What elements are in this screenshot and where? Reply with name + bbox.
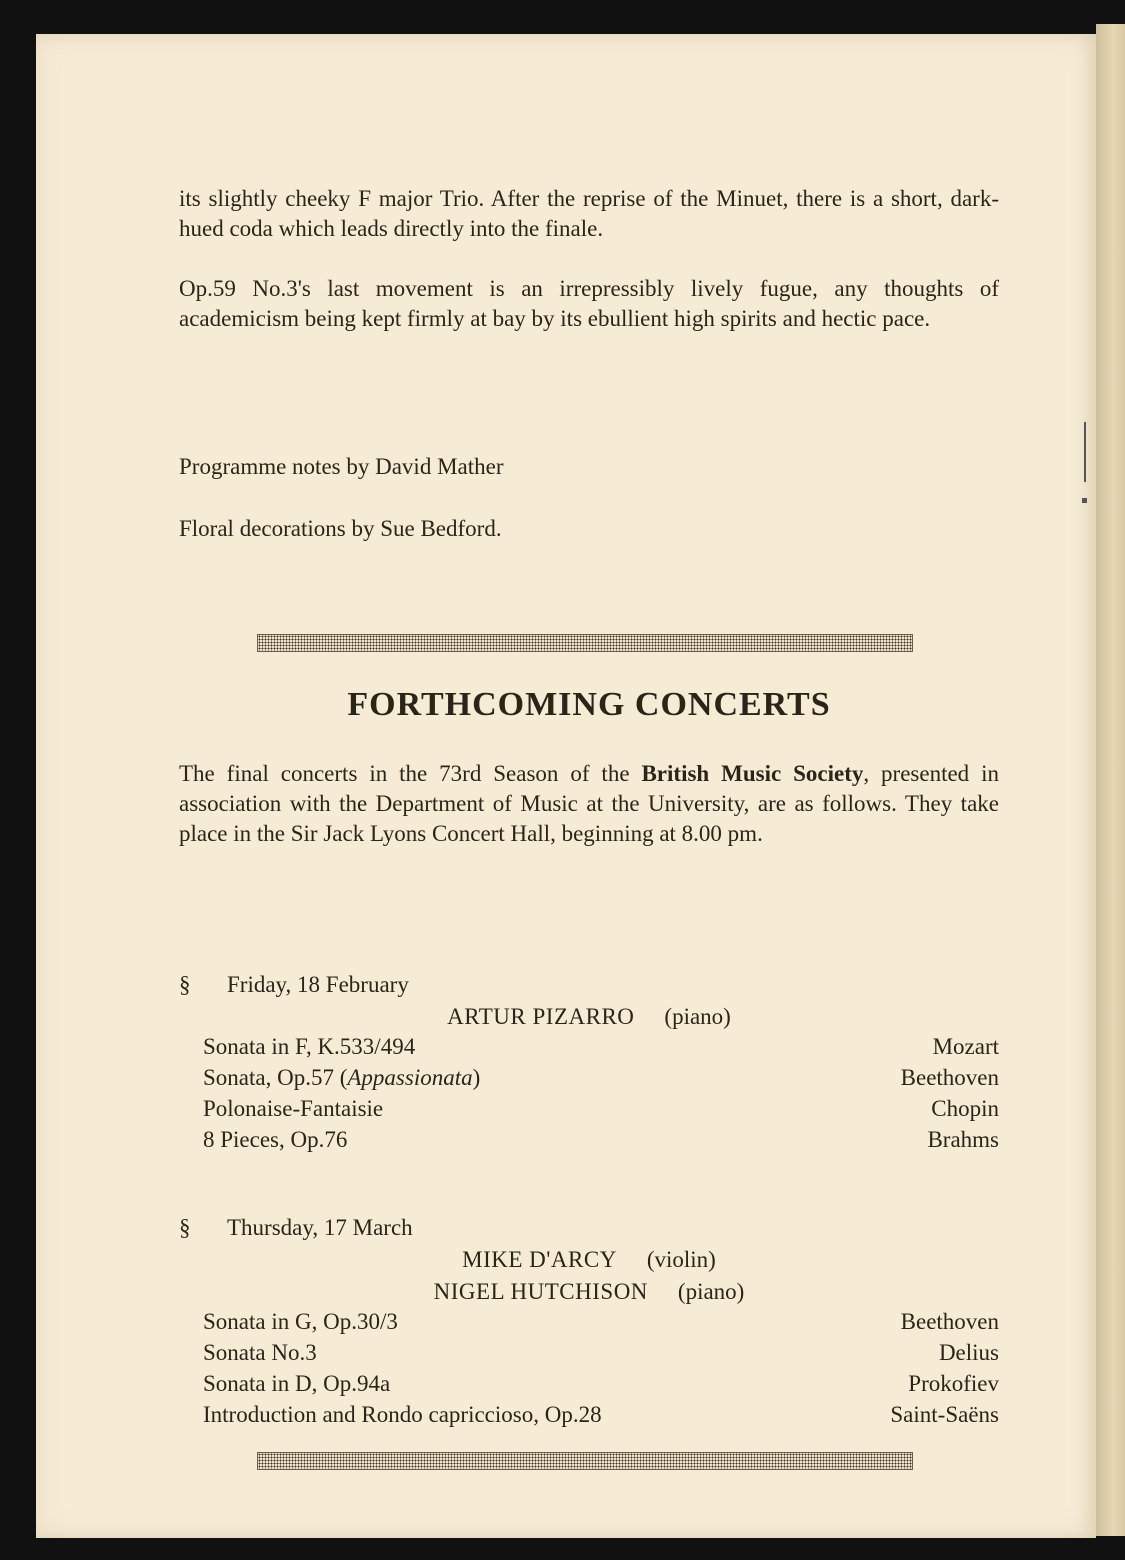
concert-1-date-line bbox=[179, 970, 409, 1000]
forthcoming-intro bbox=[179, 759, 999, 849]
programme-item bbox=[203, 1032, 999, 1062]
composer-name: Brahms bbox=[927, 1127, 999, 1152]
dotted-divider-top bbox=[257, 634, 913, 652]
performer-name: MIKE D'ARCY bbox=[462, 1247, 617, 1272]
work-title: Sonata in D, Op.94a bbox=[203, 1371, 391, 1396]
dotted-divider-bottom bbox=[257, 1452, 913, 1470]
composer-name: Delius bbox=[938, 1340, 999, 1365]
work-title: Polonaise-Fantaisie bbox=[203, 1096, 384, 1121]
work-subtitle: Appassionata bbox=[347, 1065, 473, 1090]
concert-2-performer-1 bbox=[179, 1245, 999, 1275]
programme-item bbox=[203, 1094, 999, 1124]
page-edge bbox=[1096, 24, 1125, 1536]
work-title-part: ) bbox=[472, 1065, 481, 1090]
composer-name: Prokofiev bbox=[908, 1371, 999, 1396]
floral-decorations-credit: Floral decorations by Sue Bedford. bbox=[179, 516, 502, 541]
intro-paragraph-2: Op.59 No.3's last movement is an irrepressibly lively fugue, any thoughts of academicism being kept firmly at bay by its ebullient high spirits and hectic pace. bbox=[179, 276, 999, 331]
composer-name: Beethoven bbox=[900, 1309, 999, 1334]
programme-item bbox=[203, 1369, 999, 1399]
programme-page bbox=[36, 34, 1096, 1538]
work-title bbox=[203, 1063, 480, 1093]
performer-name: ARTUR PIZARRO bbox=[447, 1004, 635, 1029]
concert-1-date: Friday, 18 February bbox=[227, 972, 409, 997]
concert-1-performer-1 bbox=[179, 1002, 999, 1032]
programme-item bbox=[203, 1400, 999, 1430]
programme-item bbox=[203, 1063, 999, 1093]
forthcoming-concerts-heading: FORTHCOMING CONCERTS bbox=[347, 686, 831, 723]
concert-2-performer-2 bbox=[179, 1277, 999, 1307]
concert-2-date: Thursday, 17 March bbox=[227, 1215, 413, 1240]
performer-instrument: (piano) bbox=[677, 1279, 745, 1304]
composer-name: Chopin bbox=[931, 1096, 999, 1121]
performer-name: NIGEL HUTCHISON bbox=[433, 1279, 648, 1304]
programme-item bbox=[203, 1125, 999, 1155]
work-title-part: Sonata, Op.57 ( bbox=[203, 1065, 348, 1090]
scan-mark bbox=[1084, 422, 1086, 482]
programme-item bbox=[203, 1338, 999, 1368]
programme-notes-credit: Programme notes by David Mather bbox=[179, 454, 504, 479]
forthcoming-intro-after: , presented in association with the Department of Music at the University, are as follows. They take place in the Sir Jack Lyons Concert Hall, beginning at 8.00 pm. bbox=[179, 761, 999, 846]
performer-instrument: (piano) bbox=[664, 1004, 731, 1029]
work-title: Introduction and Rondo capriccioso, Op.28 bbox=[203, 1402, 602, 1427]
work-title: 8 Pieces, Op.76 bbox=[203, 1127, 348, 1152]
concert-2-date-line bbox=[179, 1213, 413, 1243]
work-title: Sonata in F, K.533/494 bbox=[203, 1034, 416, 1059]
section-marker: § bbox=[179, 1215, 191, 1240]
intro-paragraph-1: its slightly cheeky F major Trio. After the reprise of the Minuet, there is a short, dark-hued coda which leads directly into the finale. bbox=[179, 186, 999, 241]
section-marker: § bbox=[179, 972, 191, 997]
composer-name: Beethoven bbox=[900, 1065, 999, 1090]
work-title: Sonata in G, Op.30/3 bbox=[203, 1309, 398, 1334]
programme-item bbox=[203, 1307, 999, 1337]
composer-name: Saint-Saëns bbox=[890, 1402, 999, 1427]
composer-name: Mozart bbox=[932, 1034, 999, 1059]
society-name: British Music Society bbox=[641, 761, 864, 786]
work-title: Sonata No.3 bbox=[203, 1340, 317, 1365]
scan-mark bbox=[1082, 498, 1087, 503]
performer-instrument: (violin) bbox=[646, 1247, 716, 1272]
forthcoming-intro-before: The final concerts in the 73rd Season of the bbox=[179, 761, 642, 786]
